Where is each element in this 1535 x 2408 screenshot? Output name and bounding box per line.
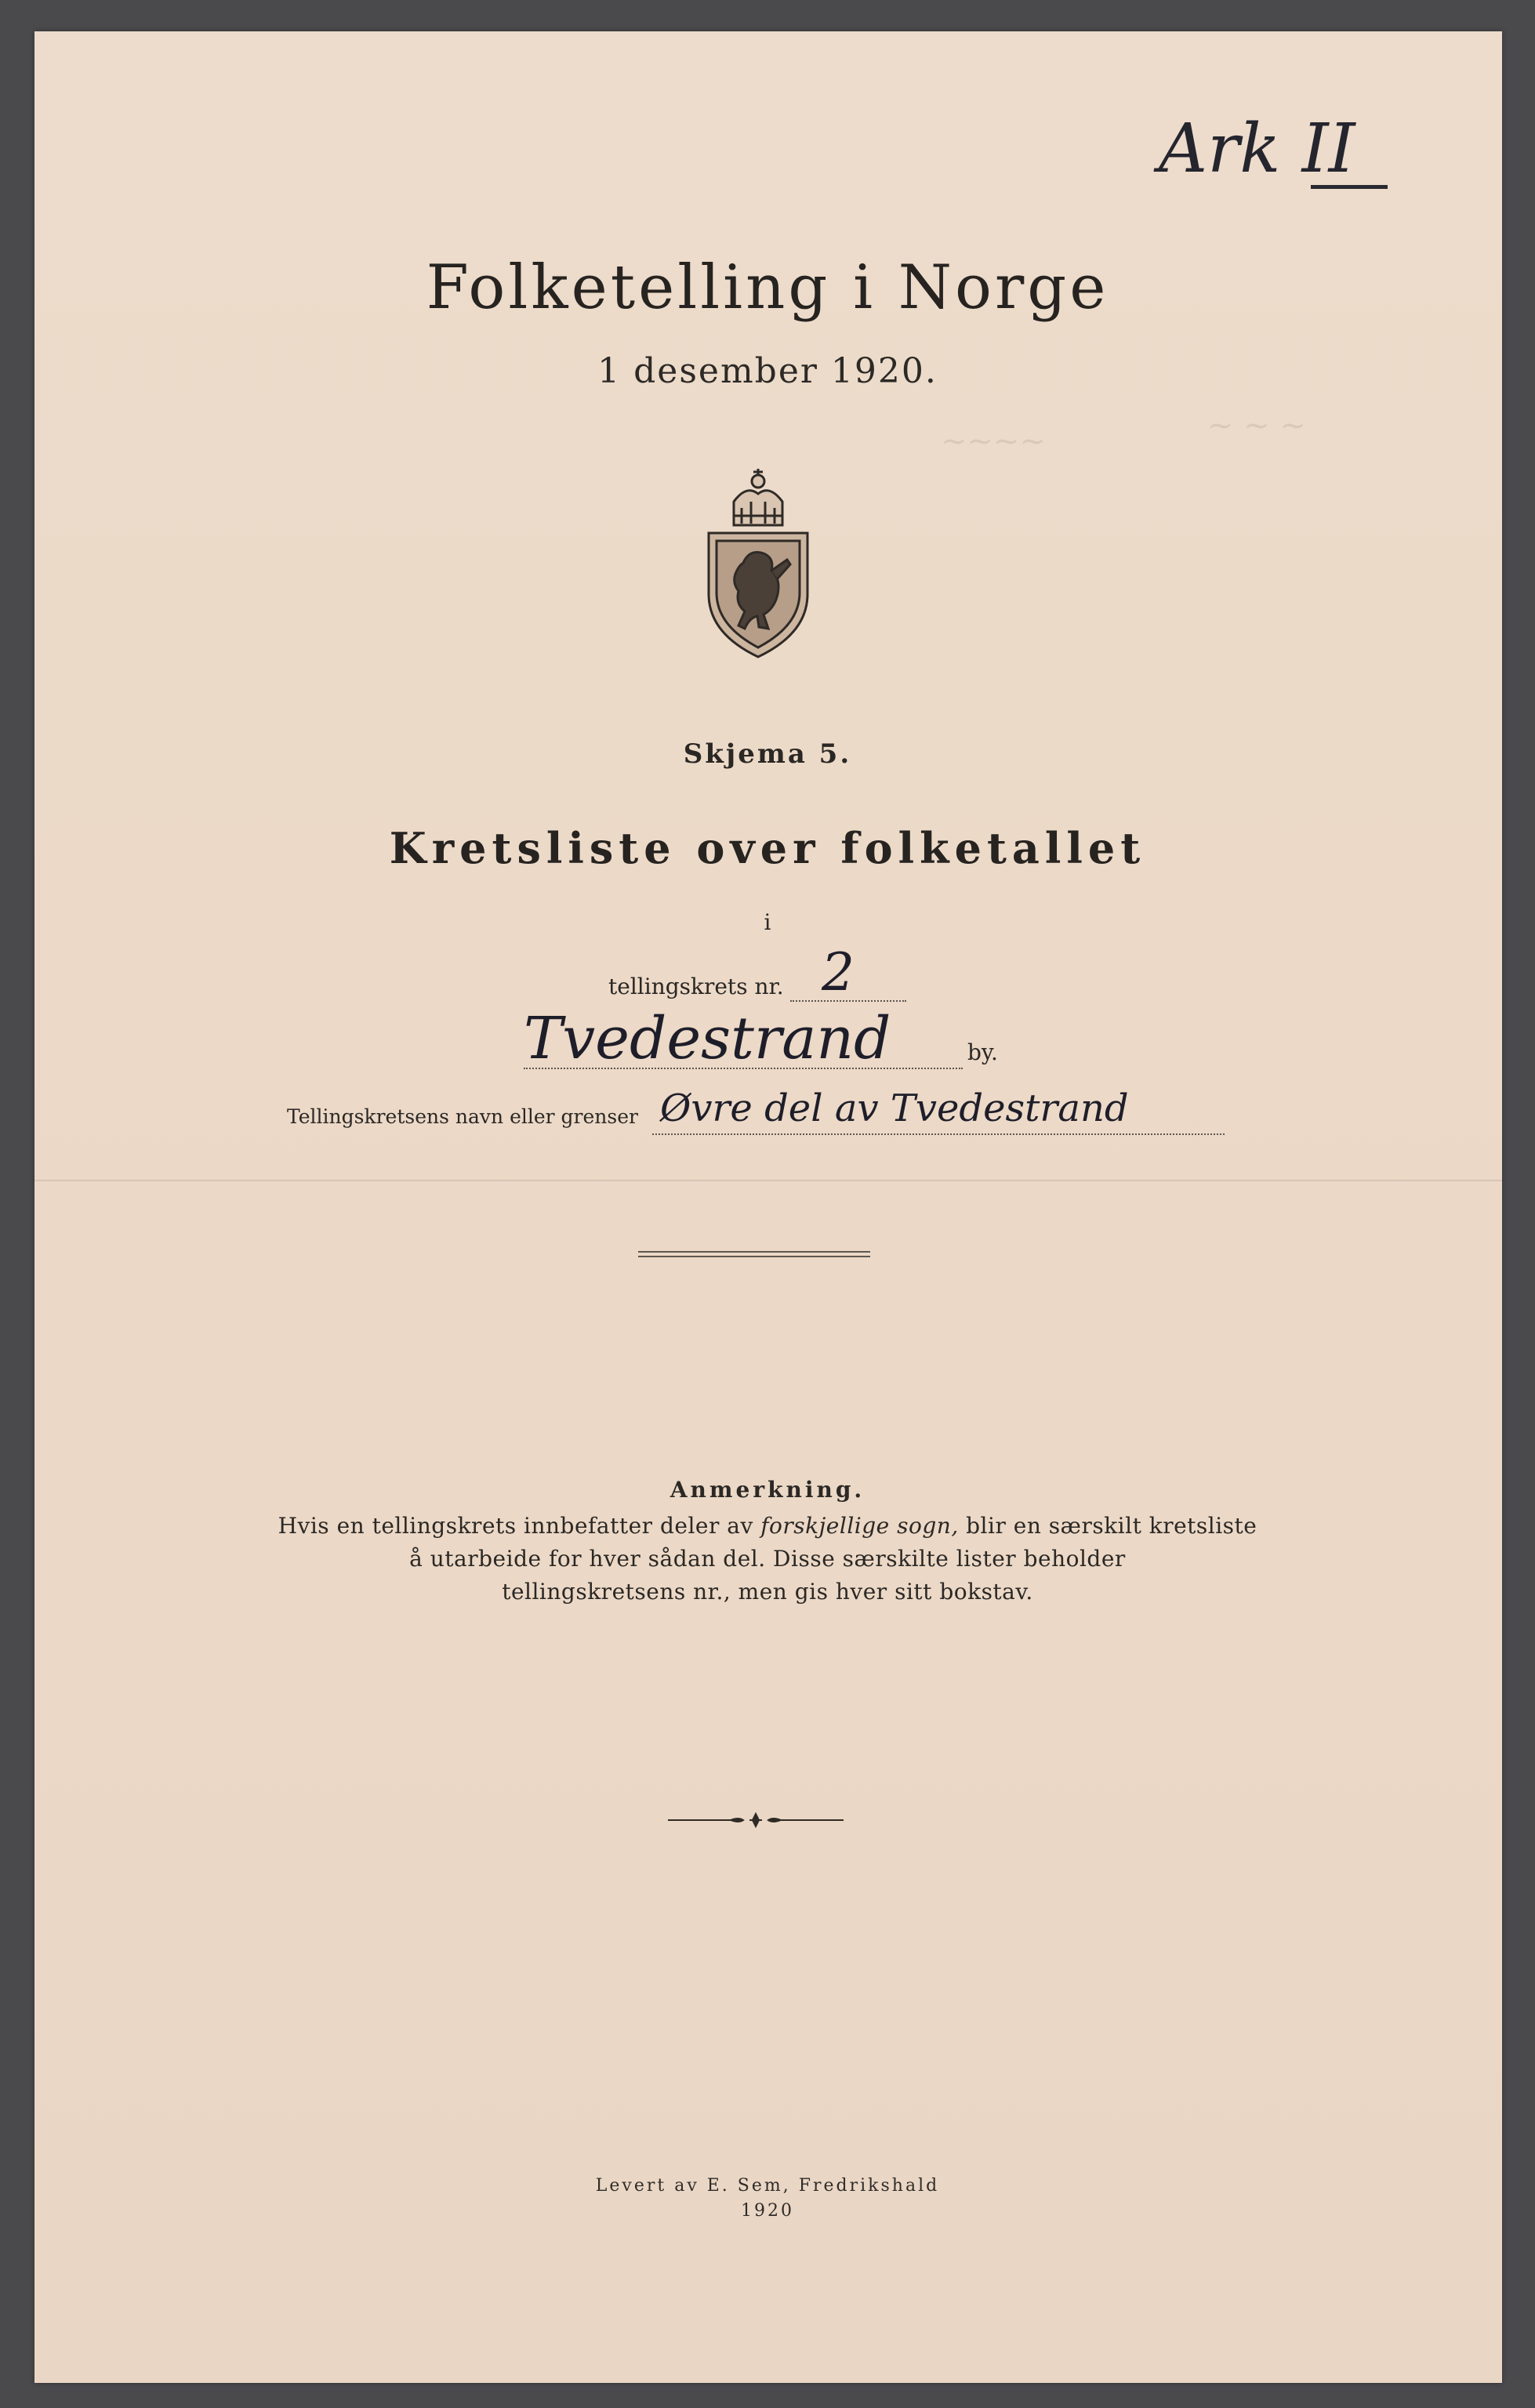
boundaries-label: Tellingskretsens navn eller grenser (287, 1105, 638, 1128)
bleed-through-text: ~ ~ ~ (1207, 408, 1306, 444)
separator-rule-top (638, 1251, 870, 1253)
paper-fold-line (34, 1180, 1502, 1183)
boundaries-value: Øvre del av Tvedestrand (660, 1086, 1129, 1130)
printer-year: 1920 (741, 2201, 794, 2221)
corner-mark-underline (1311, 185, 1388, 189)
corner-mark: Ark II (1159, 110, 1355, 188)
note-emphasis: forskjellige sogn, (760, 1513, 959, 1539)
note-line-2: å utarbeide for hver sådan del. Disse særskilte lister beholder (409, 1546, 1126, 1572)
note-line-1: Hvis en tellingskrets innbefatter deler av forskjellige sogn, blir en særskilt kretsliste (278, 1513, 1257, 1539)
note-line-3: tellingskretsens nr., men gis hver sitt bokstav. (502, 1579, 1033, 1605)
census-date: 1 desember 1920. (597, 351, 938, 391)
printer-credit: Levert av E. Sem, Fredrikshald (595, 2176, 940, 2196)
note-title: Anmerkning. (670, 1477, 865, 1503)
form-heading: Kretsliste over folketallet (389, 823, 1146, 873)
town-suffix: by. (967, 1039, 998, 1065)
separator-rule-bottom (638, 1256, 870, 1257)
district-number-value: 2 (822, 942, 855, 1003)
preposition: i (764, 909, 771, 935)
coat-of-arms-emblem (702, 461, 814, 662)
ornament-divider (668, 1811, 844, 1830)
town-value: Tvedestrand (524, 1005, 891, 1072)
document-title: Folketelling i Norge (426, 252, 1109, 323)
district-number-label: tellingskrets nr. (608, 974, 784, 999)
boundaries-field-line (652, 1133, 1225, 1135)
schema-label: Skjema 5. (683, 738, 852, 770)
bleed-through-text: ~~~~ (941, 423, 1047, 459)
